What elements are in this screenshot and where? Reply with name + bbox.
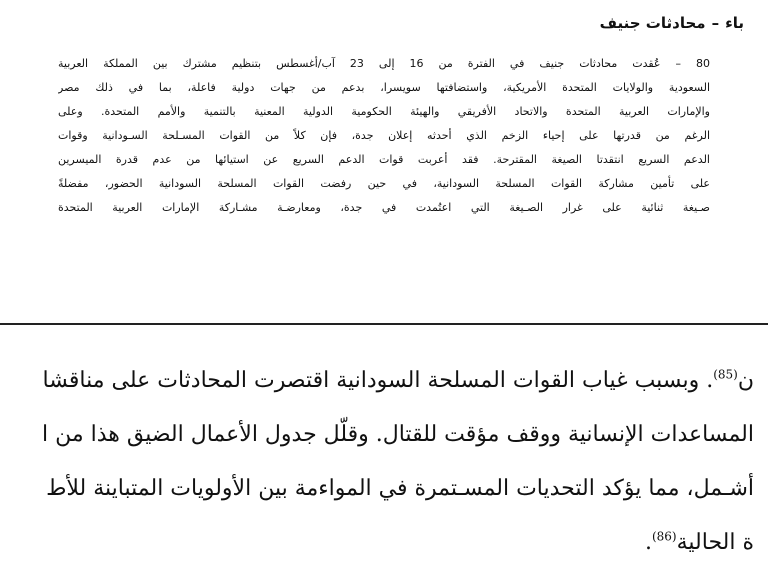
section-divider xyxy=(0,323,768,325)
paragraph-line: والإمارات العربية المتحدة والاتحاد الأفريقي والهيئة الحكومية الدولية المعنية بالتنمية والأمم المتحدة. وعلى xyxy=(58,105,710,118)
line-text: المساعدات الإنسانية ووقف مؤقت للقتال. وقلّل جدول الأعمال الضيق هذا من ا xyxy=(41,422,754,447)
paragraph-line: 80 – عُقدت محادثات جنيف في الفترة من 16 إلى 23 آب/أغسطس بتنظيم مشترك بين المملكة العربية xyxy=(58,57,710,70)
footnote-ref[interactable]: (86) xyxy=(651,529,677,544)
zoomed-line xyxy=(0,516,754,570)
zoomed-line xyxy=(0,462,754,516)
footnote-ref[interactable]: (85) xyxy=(713,367,738,382)
heading-separator: – xyxy=(711,14,720,32)
paragraph-line: على تأمين مشاركة القوات المسلحة السودانية، في حين رفضت القوات المسلحة السودانية الحضور، مفضلةً xyxy=(58,177,710,190)
paragraph-line: صـيغة ثنائية على غرار الصـيغة التي اعتُمدت في جدة، ومعارضـة مشـاركة الإمارات العربية المتحدة xyxy=(58,201,710,214)
line-text: أشـمل، مما يؤكد التحديات المسـتمرة في المواءمة بين الأولويات المتباينة للأط xyxy=(46,476,754,501)
line-end: . xyxy=(644,530,652,555)
section-letter: باء xyxy=(725,14,744,32)
paragraph-line: الدعم السريع انتقدتا الصيغة المقترحة. فقد أعربت قوات الدعم السريع عن استيائها من عدم قدرة الميسرين xyxy=(58,153,710,166)
line-text: ة الحالية xyxy=(676,530,754,555)
line-fragment: ن xyxy=(737,368,754,393)
paragraph-line: الرغم من قدرتها على إحياء الزخم الذي أحدثه إعلان جدة، فإن كلاً من القوات المسـلحة السـودانية وقوات xyxy=(58,129,710,142)
paragraph-80 xyxy=(58,52,710,220)
section-title: محادثات جنيف xyxy=(599,14,706,32)
line-text: . وبسبب غياب القوات المسلحة السودانية اقتصرت المحادثات على مناقشا xyxy=(42,368,714,393)
zoomed-line xyxy=(0,354,754,408)
paragraph-line: السعودية والولايات المتحدة الأمريكية، واستضافتها سويسرا، بدعم من جهات دولية فاعلة، بما في ذلك مصر xyxy=(58,81,710,94)
zoomed-paragraph xyxy=(0,354,754,570)
section-heading xyxy=(24,12,744,34)
zoomed-line xyxy=(0,408,754,462)
